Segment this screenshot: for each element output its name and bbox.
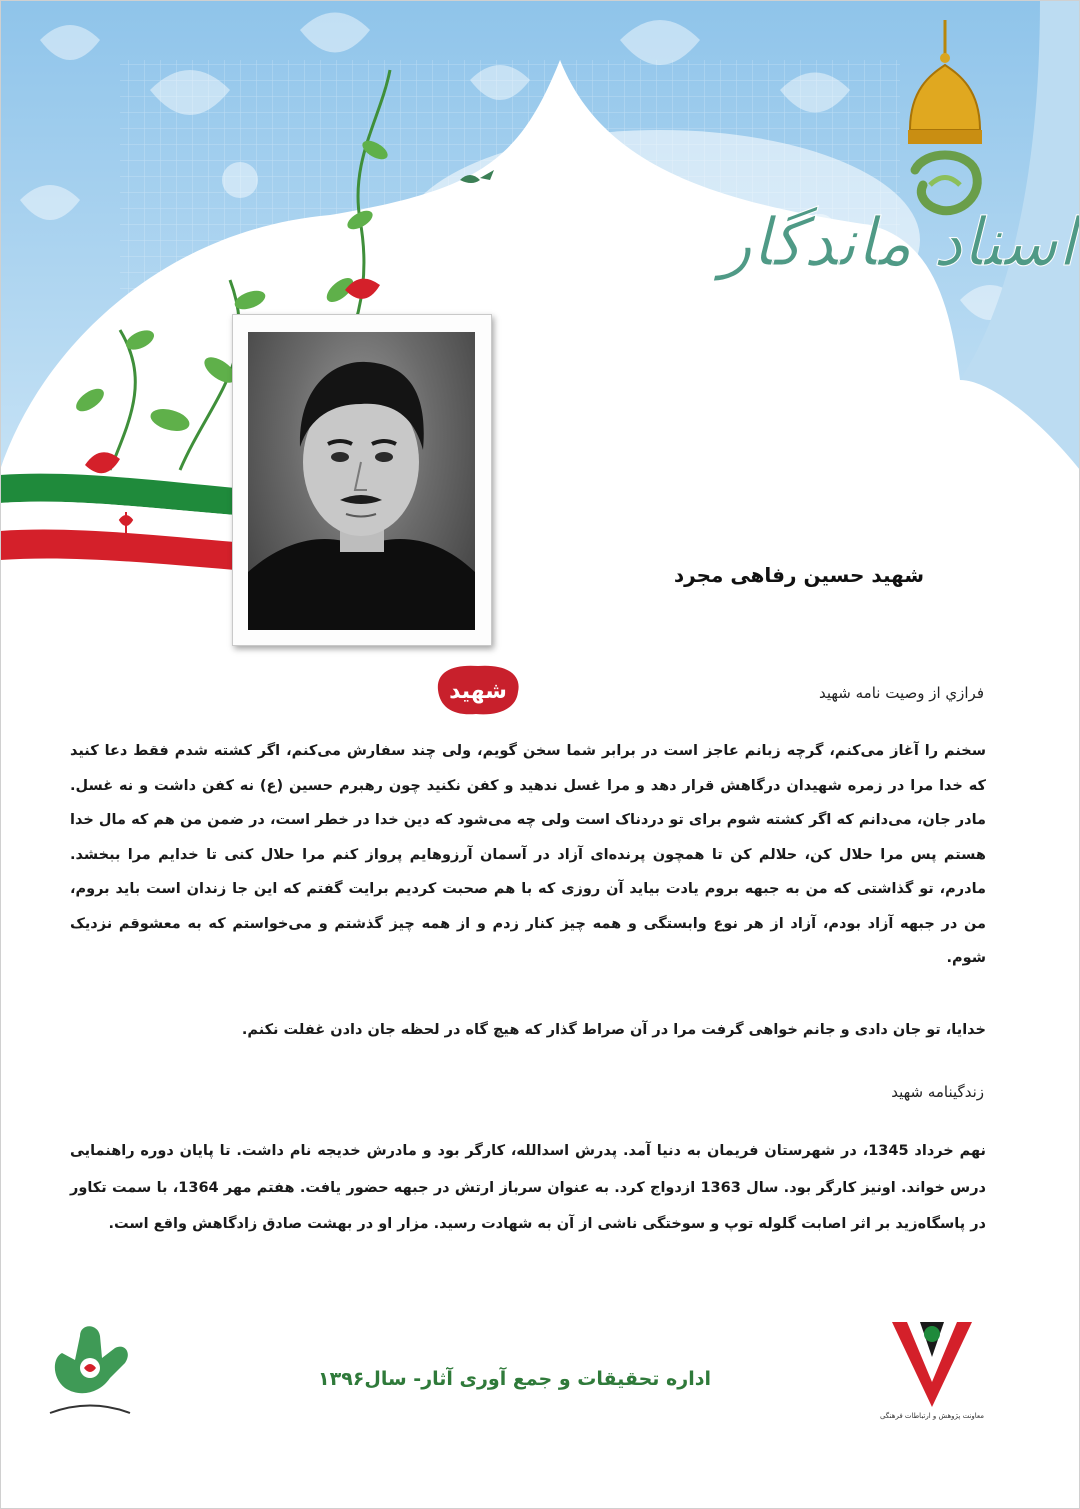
- martyr-name: شهید حسین رفاهی مجرد: [673, 563, 924, 587]
- martyrs-foundation-logo-icon: [872, 1312, 992, 1442]
- biography-paragraph: نهم خرداد 1345، در شهرستان فریمان به دنیا آمد. پدرش اسدالله، کارگر بود و مادرش خدیجه نام داشت. تا پایان دوره راهنمایی درس خواند. اونیز کارگر بود. سال 1363 ازدواج کرد. به عنوان سرباز ارتش در جبهه حضور یافت. هفتم مهر 1364، با سمت تکاور در پاسگاه‌زید بر اثر اصابت گلوله توپ و سوختگی ناشی از آن به شهادت رسید. مزار او در بهشت صادق زادگاهش واقع است.: [70, 1143, 986, 1232]
- martyr-portrait: [248, 332, 475, 630]
- foundation-caption: معاونت پژوهش و ارتباطات فرهنگی: [879, 1412, 985, 1420]
- title-text: اسناد ماندگار: [720, 204, 1076, 281]
- title-calligraphy: [420, 150, 1076, 300]
- will-paragraph: سخنم را آغاز می‌کنم، گرچه زبانم عاجز است در برابر شما سخن گویم، ولی چند سفارش می‌کنم، اگر کشته شدم فقط دعا کنید که خدا مرا در زمره شهیدان درگاهش قرار دهد و مرا غسل ندهید و کفن نکنید چون رهبرم حسین (ع) نه کفن داشت و نه غسل. مادر جان، می‌دانم که اگر کشته شوم برای تو دردناک است ولی چه می‌شود که دین خدا در خطر است، در ضمن من هم که مال خدا هستم پس مرا حلال کن، حلالم کن تا همچون پرنده‌ای آزاد در آسمان آرزوهایم پرواز کنم مرا حلال کنی تا خدایم مرا ببخشد. مادرم، تو گذاشتی که من به جبهه بروم یادت بیاید آن روزی که با هم صحبت کردیم برایت گفتم که این جا زندان است باید بروم، من در جبهه آزاد بودم، آزاد از هر نوع وابستگی و همه چیز کنار زدم و از همه چیز گذشتم و می‌خواستم که به معشوقم نزدیک شوم.: [70, 743, 986, 966]
- biography-heading: زندگينامه شهيد: [891, 1083, 984, 1101]
- will-prayer: خدایا، تو جان دادی و جانم خواهی گرفت مرا در آن صراط گذار که هیچ گاه در لحظه جان دادن غفلت نکنم.: [241, 1022, 986, 1038]
- martyr-photo-frame: [232, 314, 492, 646]
- will-heading: فرازي از وصيت نامه شهيد: [818, 684, 984, 702]
- footer-office-text: اداره تحقیقات و جمع آوری آثار- سال۱۳۹۶: [318, 1368, 711, 1390]
- martyr-badge: [432, 660, 524, 718]
- enduring-documents-logo-icon: [40, 1318, 140, 1426]
- badge-text: شهید: [449, 679, 507, 704]
- shrine-dome-emblem-icon: [890, 20, 1000, 230]
